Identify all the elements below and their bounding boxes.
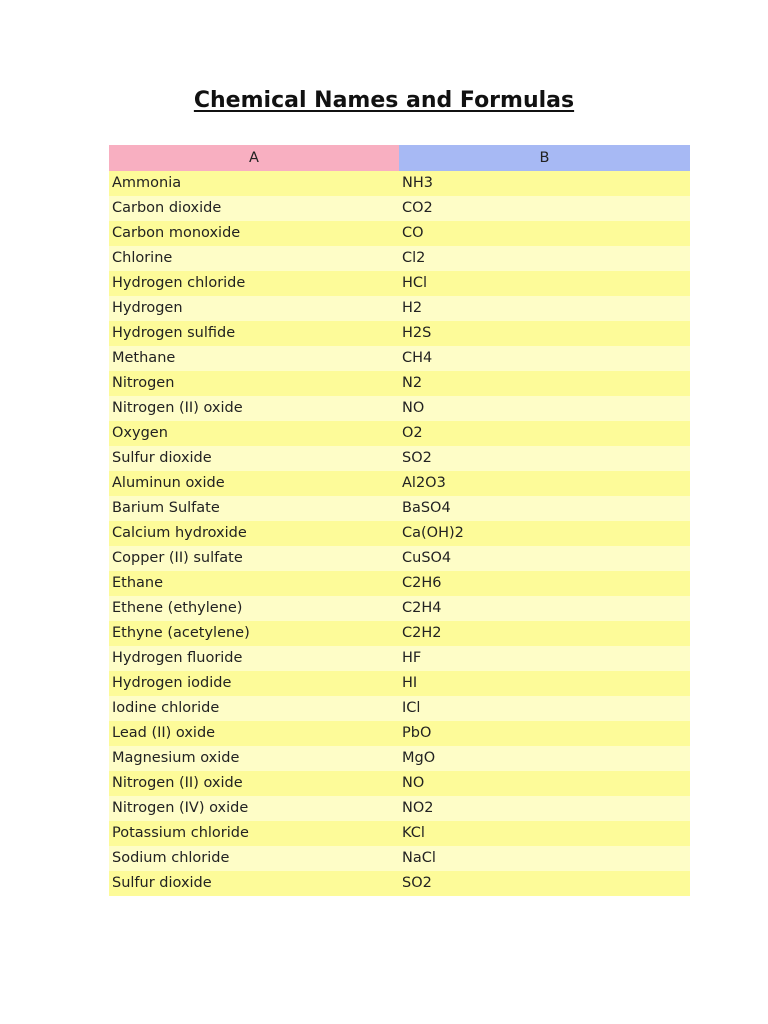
table-row bbox=[109, 696, 690, 721]
chemical-name-cell: Iodine chloride bbox=[109, 696, 399, 721]
chemical-formula-cell: NaCl bbox=[399, 846, 690, 871]
chemical-name-cell: Ethyne (acetylene) bbox=[109, 621, 399, 646]
chemical-name-cell: Lead (II) oxide bbox=[109, 721, 399, 746]
table-row bbox=[109, 396, 690, 421]
chemical-formula-cell: ICl bbox=[399, 696, 690, 721]
table-row bbox=[109, 721, 690, 746]
chemical-name-cell: Ethene (ethylene) bbox=[109, 596, 399, 621]
chemical-formula-cell: BaSO4 bbox=[399, 496, 690, 521]
chemical-formula-cell: MgO bbox=[399, 746, 690, 771]
chemical-name-cell: Oxygen bbox=[109, 421, 399, 446]
column-header-a: A bbox=[109, 145, 399, 171]
chemical-name-cell: Nitrogen bbox=[109, 371, 399, 396]
chemical-formula-cell: Ca(OH)2 bbox=[399, 521, 690, 546]
chemical-formula-cell: C2H2 bbox=[399, 621, 690, 646]
chemical-formula-cell: C2H6 bbox=[399, 571, 690, 596]
chemical-formula-cell: KCl bbox=[399, 821, 690, 846]
table-row bbox=[109, 521, 690, 546]
chemical-formula-cell: NO bbox=[399, 396, 690, 421]
table-row bbox=[109, 646, 690, 671]
page-title: Chemical Names and Formulas bbox=[193, 88, 575, 113]
chemical-name-cell: Hydrogen bbox=[109, 296, 399, 321]
chemical-formula-cell: SO2 bbox=[399, 871, 690, 896]
chemical-name-cell: Aluminun oxide bbox=[109, 471, 399, 496]
chemical-formula-cell: Al2O3 bbox=[399, 471, 690, 496]
chemical-name-cell: Copper (II) sulfate bbox=[109, 546, 399, 571]
table-row bbox=[109, 321, 690, 346]
chemical-formula-cell: H2S bbox=[399, 321, 690, 346]
table-body bbox=[109, 171, 690, 896]
chemical-name-cell: Hydrogen sulfide bbox=[109, 321, 399, 346]
chemical-name-cell: Nitrogen (IV) oxide bbox=[109, 796, 399, 821]
chemical-name-cell: Ammonia bbox=[109, 171, 399, 196]
chemical-formula-cell: NO bbox=[399, 771, 690, 796]
chemical-formula-cell: N2 bbox=[399, 371, 690, 396]
chemical-name-cell: Nitrogen (II) oxide bbox=[109, 771, 399, 796]
table-row bbox=[109, 271, 690, 296]
chemical-name-cell: Nitrogen (II) oxide bbox=[109, 396, 399, 421]
chemical-table bbox=[109, 145, 690, 896]
chemical-formula-cell: CO2 bbox=[399, 196, 690, 221]
table-row bbox=[109, 571, 690, 596]
chemical-formula-cell: CuSO4 bbox=[399, 546, 690, 571]
chemical-name-cell: Calcium hydroxide bbox=[109, 521, 399, 546]
chemical-formula-cell: O2 bbox=[399, 421, 690, 446]
chemical-formula-cell: CH4 bbox=[399, 346, 690, 371]
chemical-name-cell: Chlorine bbox=[109, 246, 399, 271]
table-row bbox=[109, 796, 690, 821]
chemical-name-cell: Magnesium oxide bbox=[109, 746, 399, 771]
table-row bbox=[109, 771, 690, 796]
chemical-name-cell: Hydrogen chloride bbox=[109, 271, 399, 296]
chemical-formula-cell: SO2 bbox=[399, 446, 690, 471]
table-row bbox=[109, 546, 690, 571]
table-row bbox=[109, 246, 690, 271]
table-row bbox=[109, 496, 690, 521]
table-row bbox=[109, 371, 690, 396]
chemical-name-cell: Sulfur dioxide bbox=[109, 446, 399, 471]
table-row bbox=[109, 446, 690, 471]
column-header-b: B bbox=[399, 145, 690, 171]
table-row bbox=[109, 421, 690, 446]
chemical-name-cell: Barium Sulfate bbox=[109, 496, 399, 521]
chemical-name-cell: Carbon monoxide bbox=[109, 221, 399, 246]
chemical-formula-cell: HCl bbox=[399, 271, 690, 296]
chemical-formula-cell: HI bbox=[399, 671, 690, 696]
chemical-name-cell: Ethane bbox=[109, 571, 399, 596]
chemical-formula-cell: Cl2 bbox=[399, 246, 690, 271]
chemical-name-cell: Sodium chloride bbox=[109, 846, 399, 871]
chemical-formula-cell: NO2 bbox=[399, 796, 690, 821]
chemical-formula-cell: H2 bbox=[399, 296, 690, 321]
chemical-name-cell: Hydrogen fluoride bbox=[109, 646, 399, 671]
table-row bbox=[109, 671, 690, 696]
table-row bbox=[109, 596, 690, 621]
table-row bbox=[109, 221, 690, 246]
header-row bbox=[109, 145, 690, 171]
table-row bbox=[109, 746, 690, 771]
chemical-name-cell: Sulfur dioxide bbox=[109, 871, 399, 896]
table-row bbox=[109, 846, 690, 871]
table-row bbox=[109, 621, 690, 646]
chemical-formula-cell: PbO bbox=[399, 721, 690, 746]
chemical-name-cell: Potassium chloride bbox=[109, 821, 399, 846]
table-row bbox=[109, 196, 690, 221]
table-row bbox=[109, 471, 690, 496]
chemical-name-cell: Methane bbox=[109, 346, 399, 371]
table-row bbox=[109, 821, 690, 846]
chemical-formula-cell: CO bbox=[399, 221, 690, 246]
table-row bbox=[109, 871, 690, 896]
table-row bbox=[109, 171, 690, 196]
table-row bbox=[109, 296, 690, 321]
table-row bbox=[109, 346, 690, 371]
chemical-formula-cell: NH3 bbox=[399, 171, 690, 196]
chemical-formula-cell: HF bbox=[399, 646, 690, 671]
chemical-name-cell: Hydrogen iodide bbox=[109, 671, 399, 696]
chemical-name-cell: Carbon dioxide bbox=[109, 196, 399, 221]
chemical-formula-cell: C2H4 bbox=[399, 596, 690, 621]
